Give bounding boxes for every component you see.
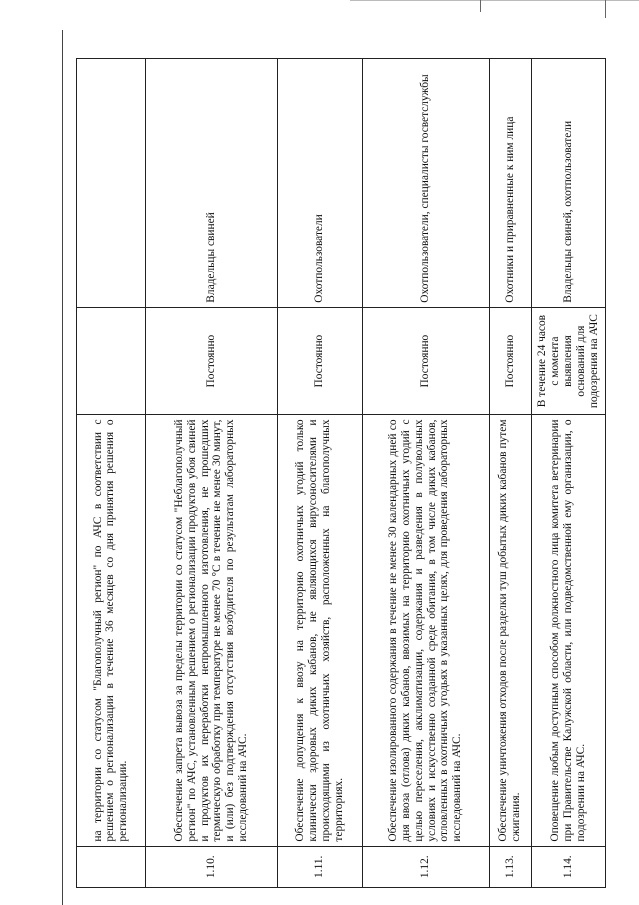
measure-term: Постоянно	[278, 307, 363, 415]
rotated-page	[76, 58, 606, 888]
measure-term: Постоянно	[362, 307, 489, 415]
row-number: 1.14.	[531, 846, 605, 887]
table-row	[77, 59, 146, 888]
measure-executor: Охотники и приравненные к ним лица	[489, 59, 531, 308]
table-row	[489, 59, 531, 888]
measure-text: Обеспечение изолированного содержания в течение не менее 30 календарных дней со дня ввоза (отлова) диких кабанов, ввозимых на территорию охотничьих угодий с целью переселения, акклиматизации, содержания и разведения в полувольных условиях и искусственно созданной среде обитания, в том числе диких кабанов, отловленных в охотничьих угодьях в указанных целях, для проведения лабораторных исследований на АЧС.	[362, 415, 489, 846]
measure-executor: Владельцы свиней	[145, 59, 277, 308]
table-row	[278, 59, 363, 888]
measure-term: Постоянно	[145, 307, 277, 415]
table-row	[145, 59, 277, 888]
table-row	[531, 59, 605, 888]
measure-text: Оповещение любым доступным способом должностного лица комитета ветеринарии при Правительстве Калужской области, или подведомственной ему организации, о подозрении на АЧС.	[531, 415, 605, 846]
measure-executor: Охотпользователи	[278, 59, 363, 308]
measure-executor: Владельцы свиней, охотпользователи	[531, 59, 605, 308]
row-number: 1.12.	[362, 846, 489, 887]
row-number: 1.10.	[145, 846, 277, 887]
page-edge-left	[62, 30, 63, 905]
table-row	[362, 59, 489, 888]
measure-text: Обеспечение уничтожения отходов после разделки туш добытых диких кабанов путем сжигания.	[489, 415, 531, 846]
row-number: 1.11.	[278, 846, 363, 887]
page-edge-top	[350, 0, 639, 1]
measure-text: Обеспечение допущения к ввозу на территорию охотничьих угодий только клинически здоровых диких кабанов, не являющихся вирусоносителями и происходящими из охотничьих хозяйств, расположенных на благополучных территориях.	[278, 415, 363, 846]
row-number: 1.13.	[489, 846, 531, 887]
page-edge-tick	[480, 0, 481, 12]
measure-text: Обеспечение запрета вывоза за пределы территории со статусом "Неблагополучный регион" по АЧС, установленным решением о регионализации продуктов убоя свиней и продуктов их переработки непромышленного изготовления, не прошедших термическую обработку при температуре не менее 70 °С в течение не менее 30 минут, и (или) без подтверждения отсутствия возбудителя по результатам лабораторных исследований на АЧС.	[145, 415, 277, 846]
measure-term: В течение 24 часов с момента выявления оснований для подозрения на АЧС	[531, 307, 605, 415]
measure-term	[77, 307, 146, 415]
measure-term: Постоянно	[489, 307, 531, 415]
measure-executor	[77, 59, 146, 308]
measure-text: на территории со статусом "Благополучный регион" по АЧС в соответствии с решением о регионализации в течение 36 месяцев со дня принятия решения о регионализации.	[77, 415, 146, 846]
measure-executor: Охотпользователи, специалисты госветслужбы	[362, 59, 489, 308]
measures-table	[76, 58, 606, 888]
page-edge-right	[605, 0, 606, 18]
row-number	[77, 846, 146, 887]
